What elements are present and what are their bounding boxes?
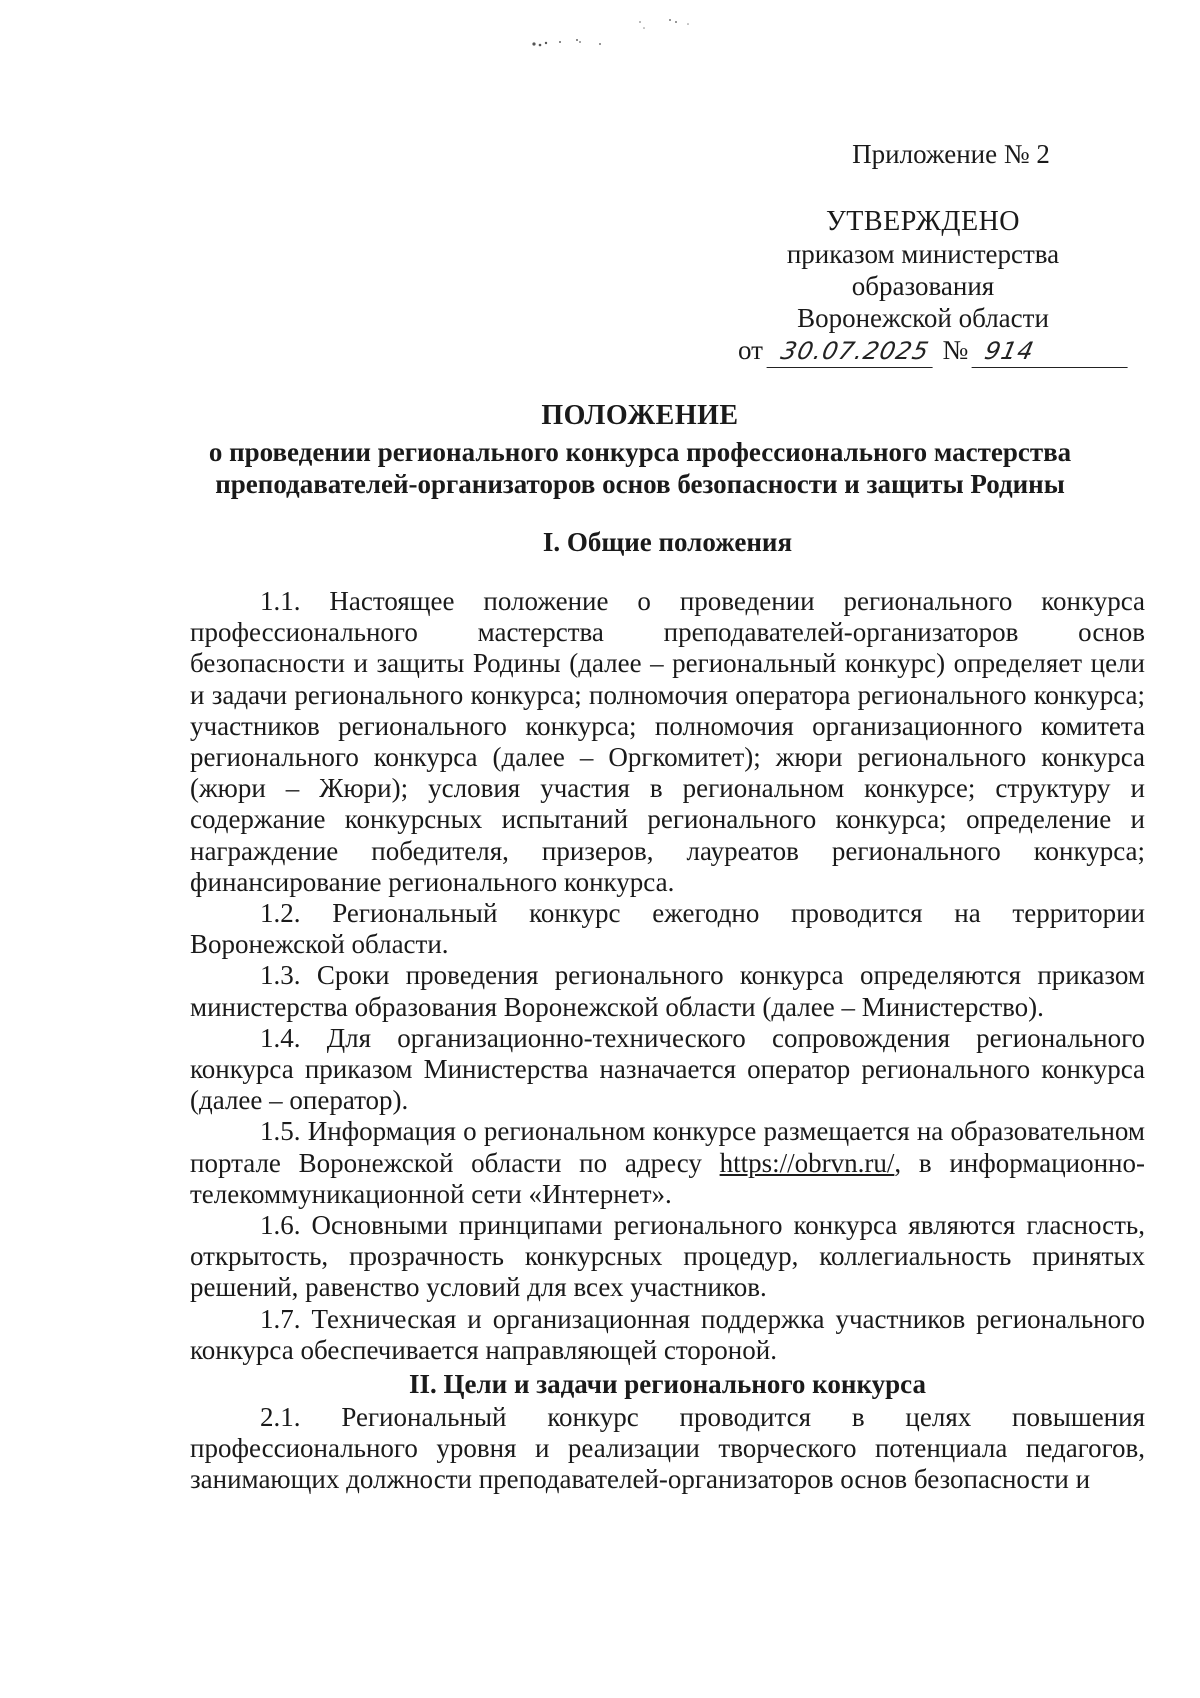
approved-by-line-2: образования [851,271,995,301]
section-2-heading: II. Цели и задачи регионального конкурса [409,1369,926,1400]
paragraph-1-4: 1.4. Для организационно-технического сопровождения регионального конкурса приказом Министерства назначается оператор регионального конкурса (далее – оператор). [190,1022,1145,1116]
paragraph-1-5 [190,1116,1145,1210]
paragraph-1-1: 1.1. Настоящее положение о проведении регионального конкурса профессионального мастерства преподавателей-организаторов основ безопасности и защиты Родины (далее – региональный конкурс) определяет цели и задачи регионального конкурса; полномочия оператора регионального конкурса; участников регионального конкурса; полномочия организационного комитета регионального конкурса (далее – Оргкомитет); жюри регионального конкурса (жюри – Жюри); условия участия в региональном конкурсе; структуру и содержание конкурсных испытаний регионального конкурса; определение и награждение победителя, призеров, лауреатов регионального конкурса; финансирование регионального конкурса. [190,586,1145,897]
approved-label: УТВЕРЖДЕНО [825,206,1021,237]
title-line-2: преподавателей-организаторов основ безопасности и защиты Родины [215,469,1065,499]
order-prefix: от [738,335,763,365]
appendix-label: Приложение № 2 [852,139,1050,169]
approved-by-line-3: Воронежской области [797,303,1049,333]
title-main: ПОЛОЖЕНИЕ [541,400,739,431]
scan-specks [520,18,760,58]
document-body [190,586,1145,1496]
paragraph-1-3: 1.3. Сроки проведения регионального конкурса определяются приказом министерства образования Воронежской области (далее – Министерство). [190,960,1145,1022]
title-line-1: о проведении регионального конкурса профессионального мастерства [208,437,1072,467]
paragraph-1-5-text: 1.5. Информация о региональном конкурсе размещается на образовательном портале Воронежской области по адресу [190,1116,1145,1178]
paragraph-1-6: 1.6. Основными принципами регионального конкурса являются гласность, открытость, прозрачность конкурсных процедур, коллегиальность принятых решений, равенство условий для всех участников. [190,1210,1145,1303]
portal-link[interactable]: https://obrvn.ru/ [719,1147,895,1178]
approved-by-line-1: приказом министерства [786,239,1060,269]
order-number-prefix: № [942,335,969,365]
approval-block [738,138,1108,368]
paragraph-1-5-tail: , в информационно-телекоммуникационной сети «Интернет». [190,1147,1145,1209]
paragraph-1-2: 1.2. Региональный конкурс ежегодно проводится на территории Воронежской области. [190,898,1145,960]
paragraph-1-7: 1.7. Техническая и организационная поддержка участников регионального конкурса обеспечивается направляющей стороной. [190,1303,1145,1365]
paragraph-2-1: 2.1. Региональный конкурс проводится в целях повышения профессионального уровня и реализации творческого потенциала педагогов, занимающих должности преподавателей-организаторов основ безопасности и [190,1402,1145,1495]
order-date: 30.07.2025 [766,335,939,368]
section-1-heading: I. Общие положения [542,527,793,557]
order-number: 914 [971,335,1134,368]
document-title [150,400,1130,500]
order-line [738,334,1108,368]
